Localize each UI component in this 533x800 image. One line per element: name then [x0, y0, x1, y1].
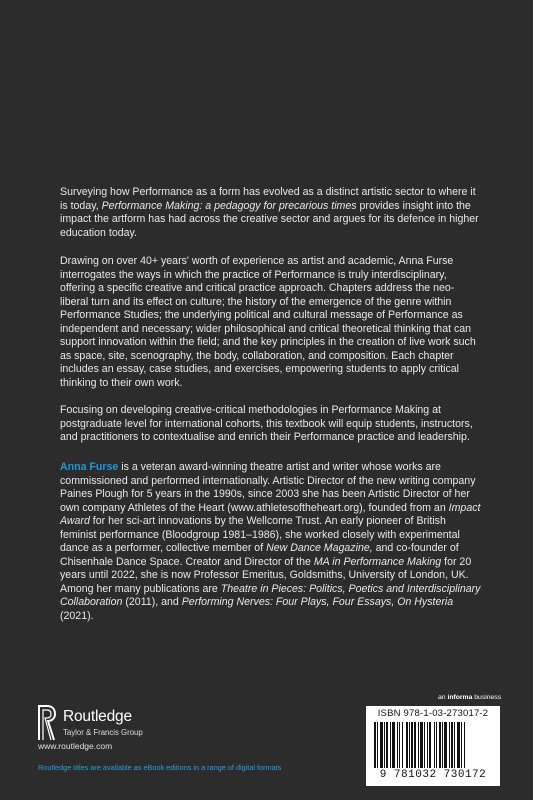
- barcode-bar: [386, 722, 388, 768]
- barcode-bar: [384, 722, 385, 768]
- barcode-bar: [449, 722, 450, 768]
- isbn-label: ISBN 978-1-03-273017-2: [377, 708, 489, 719]
- barcode-bar: [409, 722, 410, 768]
- informa-business-label: [438, 694, 501, 701]
- barcode-bar: [451, 722, 453, 768]
- blurb-text: provides insight into the impact the artform has had across the creative sector and argues for its defence in higher education today.: [60, 199, 479, 239]
- informa-brand: informa: [447, 694, 473, 701]
- barcode-bar: [429, 722, 431, 768]
- barcode-bar: [420, 722, 423, 768]
- informa-suffix: business: [472, 694, 502, 701]
- publisher-name: Routledge: [63, 708, 132, 725]
- bio-italic: MA in Performance Making: [313, 555, 442, 568]
- bio-text: is a veteran award-winning theatre artist and writer whose works are commissioned and performed internationally. Artistic Director of the new writing company Paines Plough for 5 years in the 1990s, since 2003 she has been Artistic Director of her own company Athletes of the Heart (www.athletesoftheheart.org), founded from an: [60, 461, 476, 514]
- bio-text: (2011), and: [122, 596, 182, 608]
- barcode-bar: [444, 722, 447, 768]
- barcode-bar: [427, 722, 428, 768]
- blurb-text: Surveying how Performance as a form has evolved as a distinct artistic sector to where it is today,: [60, 186, 476, 212]
- author-name: Anna Furse: [60, 461, 119, 473]
- barcode-bar: [434, 722, 435, 768]
- barcode-bar: [464, 722, 465, 768]
- barcode-bar: [399, 722, 400, 768]
- ebook-note: Routledge titles are available as eBook editions in a range of digital formats: [38, 763, 282, 772]
- barcode-bar: [439, 722, 441, 768]
- barcode-bar: [457, 722, 460, 768]
- bio-text: for 20 years until 2022, she is now Professor Emeritus, Goldsmiths, University of London, UK. Among her many publications are: [60, 555, 472, 595]
- barcode-bar: [390, 722, 391, 768]
- blurb-paragraph-1: [60, 186, 482, 240]
- bio-text: and co-founder of Chisenhale Dance Space. Creator and Director of the: [60, 542, 459, 568]
- publisher-website[interactable]: www.routledge.com: [38, 741, 113, 751]
- routledge-r-icon: [38, 705, 56, 741]
- barcode-bar: [402, 722, 403, 768]
- barcode-bar: [380, 722, 383, 768]
- barcode-bar: [392, 722, 395, 768]
- barcode-bar: [377, 722, 378, 768]
- barcode-bar: [436, 722, 437, 768]
- barcode-bar: [406, 722, 408, 768]
- bio-text: for her sci-art innovations by the Wellcome Trust. An early pioneer of British feminist performance (Bloodgroup 1981–1986), she worked closely with experimental dance as a performer, collective member of: [60, 515, 460, 554]
- barcode-bar: [414, 722, 416, 768]
- barcode-bar: [424, 722, 425, 768]
- barcode-bar: [397, 722, 398, 768]
- barcode-bar: [442, 722, 443, 768]
- bio-italic: Theatre in Pieces: Politics, Poetics and Interdisciplinary Collaboration: [60, 582, 481, 608]
- publisher-logo: [38, 705, 238, 745]
- blurb-paragraph-2: Drawing on over 40+ years' worth of experience as artist and academic, Anna Furse interrogates the ways in which the practice of Performance is truly interdisciplinary, offering a specific creative and critical practice approach. Chapters address the neo-liberal turn and its effect on culture; the history of the emergence of the genre within Performance Studies; the underlying political and cultural message of Performance as independent and necessary; wider philosophical and critical theoretical thinking that can support innovation within the field; and the key principles in the creation of live work such as space, site, scenography, the body, collaboration, and composition. Each chapter includes an essay, case studies, and exercises, empowering students to apply critical thinking to their own work.: [60, 255, 476, 389]
- informa-prefix: an: [438, 694, 448, 701]
- bio-italic: Performing Nerves: Four Plays, Four Essays, On Hysteria: [181, 596, 454, 608]
- blurb-paragraph-3: Focusing on developing creative-critical methodologies in Performance Making at postgraduate level for international cohorts, this textbook will equip students, instructors, and practitioners to contextualise and enrich their Performance practice and leadership.: [60, 404, 473, 443]
- bio-italic: New Dance Magazine,: [266, 542, 373, 554]
- isbn-barcode: [366, 706, 500, 786]
- barcode-bar: [411, 722, 413, 768]
- author-bio: [60, 461, 482, 623]
- barcode-digits: 9 781032 730172: [379, 769, 487, 781]
- barcode-bar: [418, 722, 419, 768]
- bio-italic: Impact Award: [60, 501, 481, 527]
- barcode-bars: [372, 722, 494, 768]
- barcode-bar: [461, 722, 462, 768]
- publisher-group: Taylor & Francis Group: [63, 728, 143, 737]
- bio-text: (2021).: [60, 609, 94, 622]
- book-title-italic: Performance Making: a pedagogy for precarious times: [101, 199, 357, 212]
- barcode-bar: [374, 722, 376, 768]
- barcode-bar: [454, 722, 455, 768]
